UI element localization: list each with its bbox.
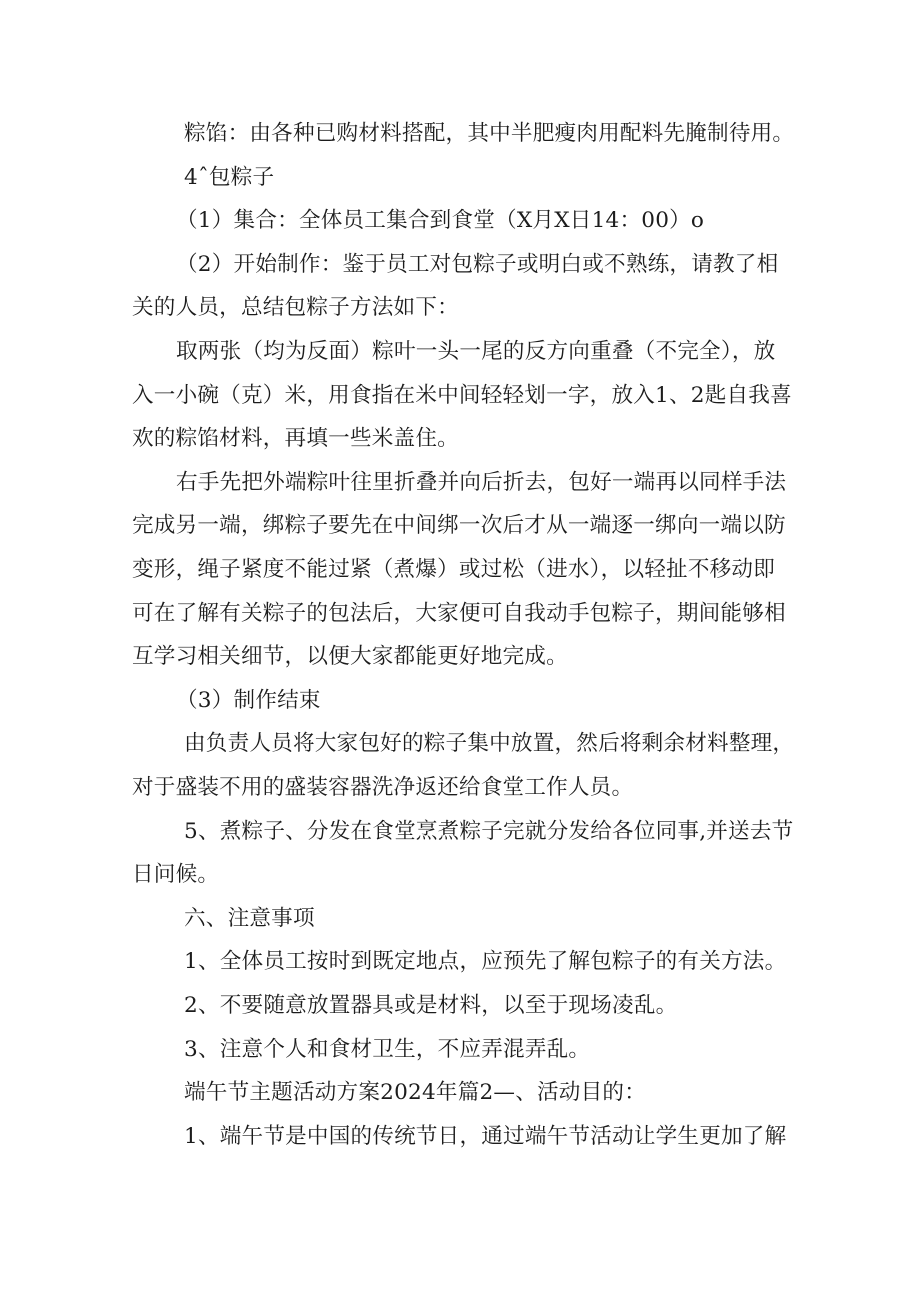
step-1-gather: （1）集合：全体员工集合到食堂（X月X日14：00）o — [176, 208, 705, 233]
note-item-3: 3、注意个人和食材卫生，不应弄混弄乱。 — [184, 1037, 591, 1062]
method-paragraph-1-cont: 欢的粽馅材料，再填一些米盖住。 — [132, 426, 459, 451]
method-paragraph-2-cont: 变形，绳子紧度不能过紧（煮爆）或过松（进水），以轻扯不移动即 — [132, 557, 776, 582]
note-item-1: 1、全体员工按时到既定地点，应预先了解包粽子的有关方法。 — [184, 949, 787, 974]
section-6-heading: 六、注意事项 — [184, 906, 315, 931]
section-4-heading: 4ˆ包粽子 — [184, 165, 275, 190]
method-paragraph-1-cont: 入一小碗（克）米，用食指在米中间轻轻划一字，放入1、2匙自我喜 — [132, 383, 792, 408]
step-2-start-making: （2）开始制作：鉴于员工对包粽子或明白或不熟练，请教了相 — [176, 252, 779, 277]
method-paragraph-1: 取两张（均为反面）粽叶一头一尾的反方向重叠（不完全），放 — [176, 339, 776, 364]
step-3-body: 由负责人员将大家包好的粽子集中放置，然后将剩余材料整理， — [184, 731, 795, 756]
paragraph-filling: 粽馅：由各种已购材料搭配，其中半肥瘦肉用配料先腌制待用。 — [184, 121, 795, 146]
plan-2-heading: 端午节主题活动方案2024年篇2—、活动目的： — [184, 1080, 646, 1105]
section-5-cont: 日问候。 — [132, 862, 220, 887]
section-5-cook-distribute: 5、煮粽子、分发在食堂烹煮粽子完就分发给各位同事,并送去节 — [184, 819, 794, 844]
step-2-start-making-cont: 关的人员，总结包粽子方法如下： — [132, 295, 459, 320]
note-item-2: 2、不要随意放置器具或是材料，以至于现场凌乱。 — [184, 993, 678, 1018]
plan-2-goal-item-1: 1、端午节是中国的传统节日，通过端午节活动让学生更加了解 — [184, 1124, 787, 1149]
step-3-body-cont: 对于盛装不用的盛装容器洗净返还给食堂工作人员。 — [132, 775, 634, 800]
step-3-finish: （3）制作结束 — [176, 688, 321, 713]
method-paragraph-2-cont: 互学习相关细节，以便大家都能更好地完成。 — [132, 644, 568, 669]
method-paragraph-2: 右手先把外端粽叶往里折叠并向后折去，包好一端再以同样手法 — [176, 470, 787, 495]
method-paragraph-2-cont: 完成另一端，绑粽子要先在中间绑一次后才从一端逐一绑向一端以防 — [132, 513, 786, 538]
method-paragraph-2-cont: 可在了解有关粽子的包法后，大家便可自我动手包粽子，期间能够相 — [132, 601, 786, 626]
